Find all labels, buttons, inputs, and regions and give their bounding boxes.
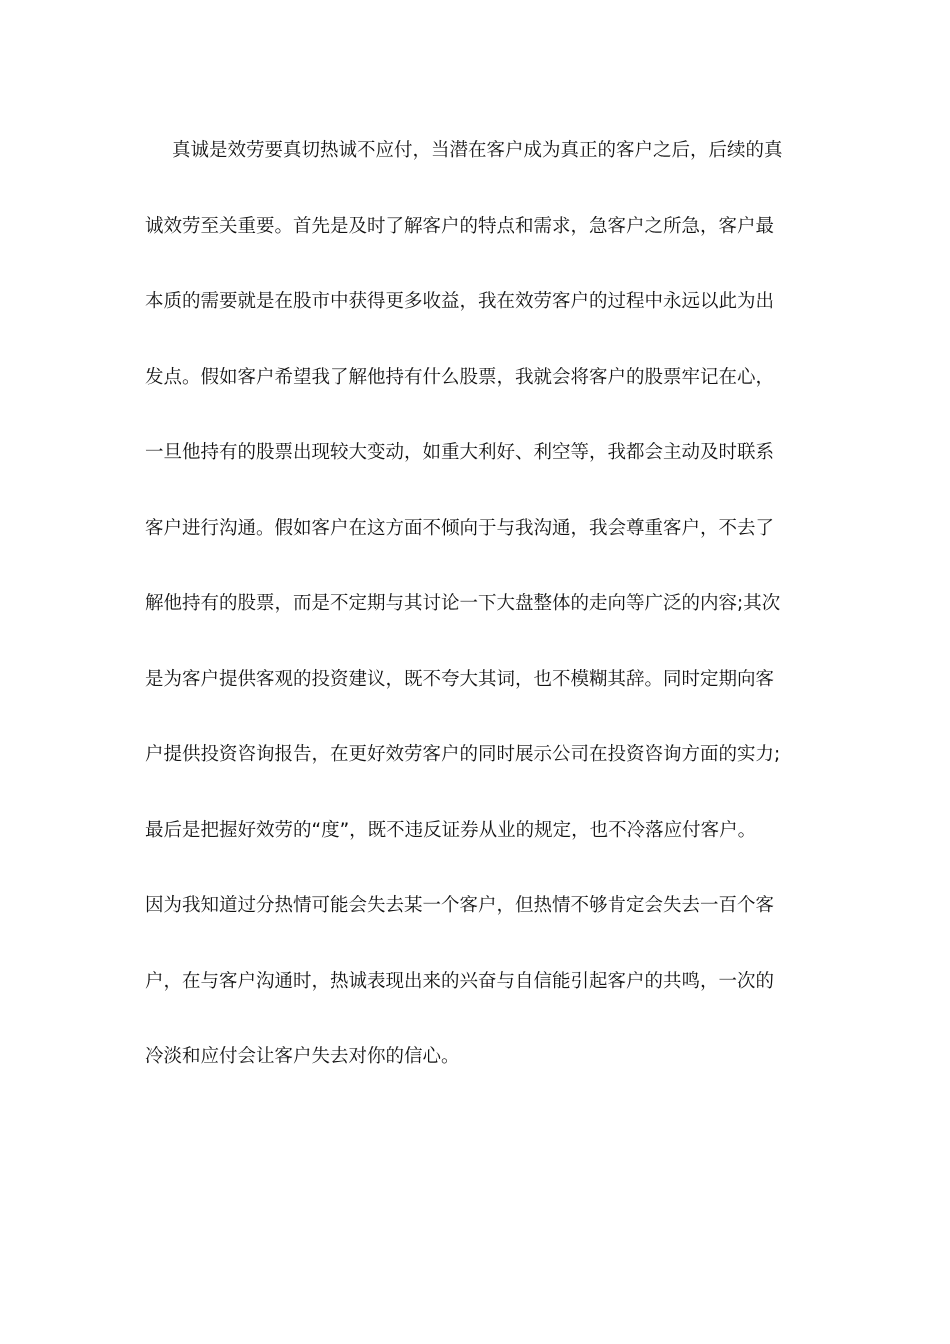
paragraph-line: 因为我知道过分热情可能会失去某一个客户，但热情不够肯定会失去一百个客 [145,895,775,916]
paragraph-line: 冷淡和应付会让客户失去对你的信心。 [145,1046,460,1067]
paragraph-line: 最后是把握好效劳的“度”，既不违反证券从业的规定，也不冷落应付客户。 [145,819,757,841]
paragraph-line: 客户进行沟通。假如客户在这方面不倾向于与我沟通，我会尊重客户，不去了 [145,517,775,539]
paragraph-line: 解他持有的股票，而是不定期与其讨论一下大盘整体的走向等广泛的内容;其次 [145,593,781,614]
paragraph-line: 一旦他持有的股票出现较大变动，如重大利好、利空等，我都会主动及时联系 [145,442,775,463]
paragraph-line: 本质的需要就是在股市中获得更多收益，我在效劳客户的过程中永远以此为出 [145,291,775,312]
paragraph-line: 是为客户提供客观的投资建议，既不夸大其词，也不模糊其辞。同时定期向客 [145,668,775,690]
paragraph-line: 户，在与客户沟通时，热诚表现出来的兴奋与自信能引起客户的共鸣，一次的 [145,970,775,992]
paragraph-line: 发点。假如客户希望我了解他持有什么股票，我就会将客户的股票牢记在心， [145,366,775,388]
body-paragraph [145,133,815,1115]
paragraph-line: 真诚是效劳要真切热诚不应付，当潜在客户成为真正的客户之后，后续的真 [172,140,783,161]
paragraph-line: 诚效劳至关重要。首先是及时了解客户的特点和需求，急客户之所急，客户最 [145,215,775,237]
paragraph-line: 户提供投资咨询报告，在更好效劳客户的同时展示公司在投资咨询方面的实力; [145,744,781,765]
